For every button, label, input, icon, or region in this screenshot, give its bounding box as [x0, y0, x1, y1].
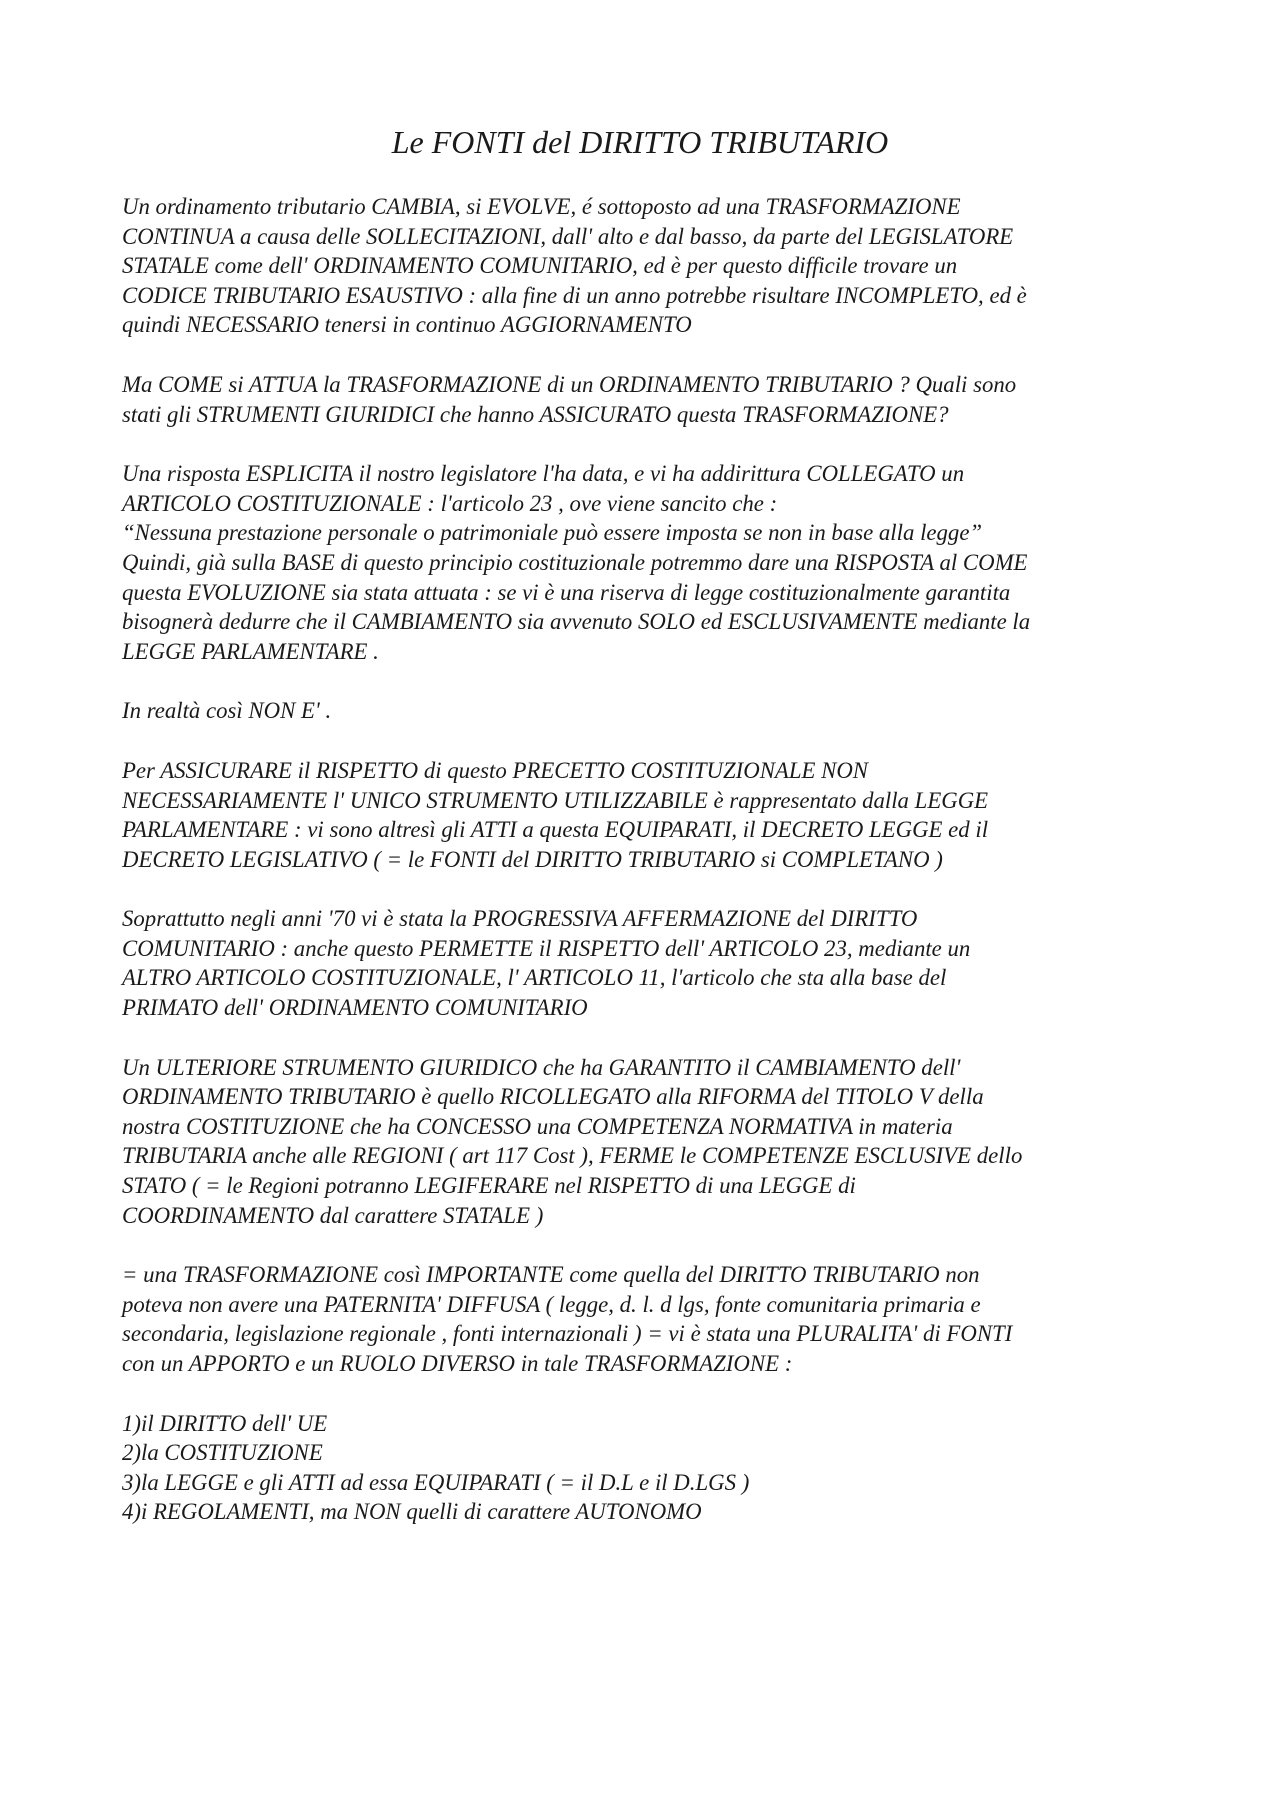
- paragraph-line: NECESSARIAMENTE l' UNICO STRUMENTO UTILIZZABILE è rappresentato dalla LEGGE: [122, 787, 989, 813]
- paragraph-line: poteva non avere una PATERNITA' DIFFUSA ( legge, d. l. d lgs, fonte comunitaria primaria e: [122, 1291, 981, 1317]
- paragraph-line: Una risposta ESPLICITA il nostro legislatore l'ha data, e vi ha addirittura COLLEGATO un: [122, 461, 965, 487]
- paragraph-diritto-comunitario: [122, 904, 1182, 1022]
- paragraph-line: PRIMATO dell' ORDINAMENTO COMUNITARIO: [122, 995, 588, 1021]
- paragraph-line: secondaria, legislazione regionale , fonti internazionali ) = vi è stata una PLURALITA' di FONTI: [122, 1321, 1013, 1347]
- paragraph-ordinamento: [122, 192, 1182, 340]
- paragraph-line: LEGGE PARLAMENTARE .: [122, 638, 379, 664]
- paragraph-line: con un APPORTO e un RUOLO DIVERSO in tale TRASFORMAZIONE :: [122, 1351, 793, 1376]
- paragraph-line: quindi NECESSARIO tenersi in continuo AGGIORNAMENTO: [122, 312, 692, 338]
- paragraph-line: DECRETO LEGISLATIVO ( = le FONTI del DIRITTO TRIBUTARIO si COMPLETANO ): [122, 846, 943, 872]
- paragraph-pluralita-fonti: [122, 1260, 1182, 1378]
- paragraph-line: Soprattutto negli anni '70 vi è stata la PROGRESSIVA AFFERMAZIONE del DIRITTO: [122, 906, 918, 932]
- paragraph-line: TRIBUTARIA anche alle REGIONI ( art 117 Cost ), FERME le COMPETENZE ESCLUSIVE dello: [122, 1143, 1023, 1169]
- paragraph-precetto: [122, 756, 1182, 874]
- paragraph-line: STATO ( = le Regioni potranno LEGIFERARE nel RISPETTO di una LEGGE di: [122, 1173, 856, 1199]
- list-item: 2)la COSTITUZIONE: [122, 1440, 323, 1466]
- document-body: [122, 192, 1182, 1527]
- paragraph-line: ARTICOLO COSTITUZIONALE : l'articolo 23 , ove viene sancito che :: [122, 490, 778, 516]
- paragraph-line: questa EVOLUZIONE sia stata attuata : se vi è una riserva di legge costituzionalmente garantita: [122, 579, 1011, 605]
- paragraph-in-realta: [122, 696, 1182, 726]
- paragraph-line: COORDINAMENTO dal carattere STATALE ): [122, 1202, 544, 1228]
- paragraph-line: CODICE TRIBUTARIO ESAUSTIVO : alla fine di un anno potrebbe risultare INCOMPLETO, ed è: [122, 282, 1027, 308]
- paragraph-question: [122, 370, 1182, 429]
- paragraph-line: ORDINAMENTO TRIBUTARIO è quello RICOLLEGATO alla RIFORMA del TITOLO V della: [122, 1084, 984, 1110]
- paragraph-line: COMUNITARIO : anche questo PERMETTE il RISPETTO dell' ARTICOLO 23, mediante un: [122, 935, 971, 961]
- paragraph-line: STATALE come dell' ORDINAMENTO COMUNITARIO, ed è per questo difficile trovare un: [122, 253, 958, 279]
- list-item: 3)la LEGGE e gli ATTI ad essa EQUIPARATI ( = il D.L e il D.LGS ): [122, 1469, 750, 1495]
- paragraph-line: bisognerà dedurre che il CAMBIAMENTO sia avvenuto SOLO ed ESCLUSIVAMENTE mediante la: [122, 609, 1031, 635]
- constitutional-quote: “Nessuna prestazione personale o patrimoniale può essere imposta se non in base alla legge”: [122, 520, 983, 546]
- paragraph-line: = una TRASFORMAZIONE così IMPORTANTE come quella del DIRITTO TRIBUTARIO non: [122, 1262, 980, 1288]
- paragraph-articolo-23: [122, 459, 1182, 666]
- paragraph-line: Per ASSICURARE il RISPETTO di questo PRECETTO COSTITUZIONALE NON: [122, 757, 869, 783]
- paragraph-line: Ma COME si ATTUA la TRASFORMAZIONE di un ORDINAMENTO TRIBUTARIO ? Quali sono: [122, 371, 1017, 397]
- paragraph-titolo-v: [122, 1053, 1182, 1231]
- list-item: 1)il DIRITTO dell' UE: [122, 1410, 328, 1436]
- paragraph-line: Quindi, già sulla BASE di questo principio costituzionale potremmo dare una RISPOSTA al COME: [122, 549, 1028, 575]
- paragraph-line: stati gli STRUMENTI GIURIDICI che hanno ASSICURATO questa TRASFORMAZIONE?: [122, 401, 949, 427]
- document-title: Le FONTI del DIRITTO TRIBUTARIO: [391, 124, 889, 160]
- paragraph-line: In realtà così NON E' .: [122, 698, 332, 724]
- paragraph-line: Un ULTERIORE STRUMENTO GIURIDICO che ha GARANTITO il CAMBIAMENTO dell': [122, 1054, 961, 1080]
- paragraph-line: nostra COSTITUZIONE che ha CONCESSO una COMPETENZA NORMATIVA in materia: [122, 1113, 953, 1139]
- paragraph-line: ALTRO ARTICOLO COSTITUZIONALE, l' ARTICOLO 11, l'articolo che sta alla base del: [122, 965, 947, 991]
- paragraph-line: CONTINUA a causa delle SOLLECITAZIONI, dall' alto e dal basso, da parte del LEGISLATORE: [122, 223, 1014, 249]
- paragraph-line: PARLAMENTARE : vi sono altresì gli ATTI a questa EQUIPARATI, il DECRETO LEGGE ed il: [122, 817, 989, 843]
- paragraph-line: Un ordinamento tributario CAMBIA, si EVOLVE, é sottoposto ad una TRASFORMAZIONE: [122, 194, 961, 219]
- fonti-list: [122, 1409, 1182, 1527]
- list-item: 4)i REGOLAMENTI, ma NON quelli di carattere AUTONOMO: [122, 1499, 702, 1525]
